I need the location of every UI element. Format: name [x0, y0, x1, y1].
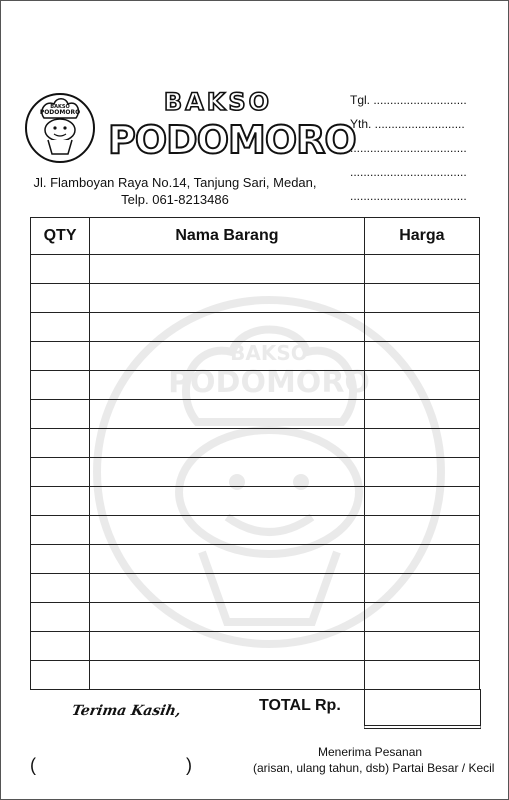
- svg-text:BAKSO: BAKSO: [50, 104, 70, 110]
- qty-cell[interactable]: [31, 458, 90, 487]
- price-cell[interactable]: [364, 603, 479, 632]
- price-cell[interactable]: [364, 429, 479, 458]
- qty-cell[interactable]: [31, 487, 90, 516]
- item-name-cell[interactable]: [90, 429, 365, 458]
- table-row: [31, 371, 480, 400]
- address-line: Jl. Flamboyan Raya No.14, Tanjung Sari, Medan,: [33, 175, 317, 190]
- item-name-cell[interactable]: [90, 632, 365, 661]
- qty-cell[interactable]: [31, 661, 90, 690]
- price-cell[interactable]: [364, 400, 479, 429]
- qty-cell[interactable]: [31, 284, 90, 313]
- signature-bracket-open: (: [30, 755, 36, 775]
- total-amount-field[interactable]: [364, 689, 481, 729]
- item-name-cell[interactable]: [90, 255, 365, 284]
- thank-you-text: Terima Kasih,: [70, 703, 183, 719]
- item-name-cell[interactable]: [90, 661, 365, 690]
- qty-cell[interactable]: [31, 255, 90, 284]
- table-row: [31, 400, 480, 429]
- qty-cell[interactable]: [31, 429, 90, 458]
- price-cell[interactable]: [364, 371, 479, 400]
- logo-icon: [24, 92, 96, 164]
- table-row: [31, 284, 480, 313]
- table-row: [31, 255, 480, 284]
- qty-cell[interactable]: [31, 516, 90, 545]
- item-name-cell[interactable]: [90, 313, 365, 342]
- column-header-item: Nama Barang: [90, 218, 365, 255]
- qty-cell[interactable]: [31, 574, 90, 603]
- price-cell[interactable]: [364, 574, 479, 603]
- price-cell[interactable]: [364, 458, 479, 487]
- qty-cell[interactable]: [31, 371, 90, 400]
- price-cell[interactable]: [364, 661, 479, 690]
- order-notice-details: (arisan, ulang tahun, dsb) Partai Besar / Kecil: [253, 761, 495, 775]
- customer-fields: [350, 92, 485, 212]
- table-row: [31, 661, 480, 690]
- item-name-cell[interactable]: [90, 400, 365, 429]
- address-block: [20, 174, 330, 208]
- item-name-cell[interactable]: [90, 545, 365, 574]
- svg-text:PODOMORO: PODOMORO: [39, 109, 81, 116]
- column-header-price: Harga: [364, 218, 479, 255]
- brand-title: PODOMORO: [108, 118, 356, 162]
- table-row: [31, 429, 480, 458]
- total-label: TOTAL Rp.: [259, 697, 341, 714]
- qty-cell[interactable]: [31, 313, 90, 342]
- item-name-cell[interactable]: [90, 284, 365, 313]
- item-name-cell[interactable]: [90, 487, 365, 516]
- qty-cell[interactable]: [31, 632, 90, 661]
- recipient-field[interactable]: Yth. ...........................: [350, 117, 465, 131]
- table-row: [31, 516, 480, 545]
- table-row: [31, 458, 480, 487]
- table-row: [31, 342, 480, 371]
- price-cell[interactable]: [364, 342, 479, 371]
- phone-line: Telp. 061-8213486: [121, 192, 229, 207]
- qty-cell[interactable]: [31, 545, 90, 574]
- item-name-cell[interactable]: [90, 342, 365, 371]
- table-row: [31, 545, 480, 574]
- table-row: [31, 632, 480, 661]
- qty-cell[interactable]: [31, 342, 90, 371]
- price-cell[interactable]: [364, 545, 479, 574]
- item-name-cell[interactable]: [90, 574, 365, 603]
- price-cell[interactable]: [364, 516, 479, 545]
- qty-cell[interactable]: [31, 603, 90, 632]
- blank-field[interactable]: ...................................: [350, 165, 467, 179]
- order-notice-title: Menerima Pesanan: [318, 745, 423, 759]
- brand-subtitle: BAKSO: [163, 88, 273, 116]
- date-field[interactable]: Tgl. ............................: [350, 93, 467, 107]
- qty-cell[interactable]: [31, 400, 90, 429]
- price-cell[interactable]: [364, 487, 479, 516]
- items-table: [30, 217, 480, 690]
- table-row: [31, 574, 480, 603]
- table-row: [31, 313, 480, 342]
- item-name-cell[interactable]: [90, 458, 365, 487]
- blank-field[interactable]: ...................................: [350, 189, 467, 203]
- price-cell[interactable]: [364, 255, 479, 284]
- svg-text:PODOMORO: PODOMORO: [168, 365, 370, 400]
- table-row: [31, 603, 480, 632]
- item-name-cell[interactable]: [90, 516, 365, 545]
- price-cell[interactable]: [364, 313, 479, 342]
- item-name-cell[interactable]: [90, 603, 365, 632]
- blank-field[interactable]: ...................................: [350, 141, 467, 155]
- svg-text:BAKSO: BAKSO: [230, 341, 308, 365]
- column-header-qty: QTY: [31, 218, 90, 255]
- price-cell[interactable]: [364, 632, 479, 661]
- table-row: [31, 487, 480, 516]
- table-header-row: [31, 218, 480, 255]
- price-cell[interactable]: [364, 284, 479, 313]
- item-name-cell[interactable]: [90, 371, 365, 400]
- signature-bracket-close: ): [186, 755, 192, 775]
